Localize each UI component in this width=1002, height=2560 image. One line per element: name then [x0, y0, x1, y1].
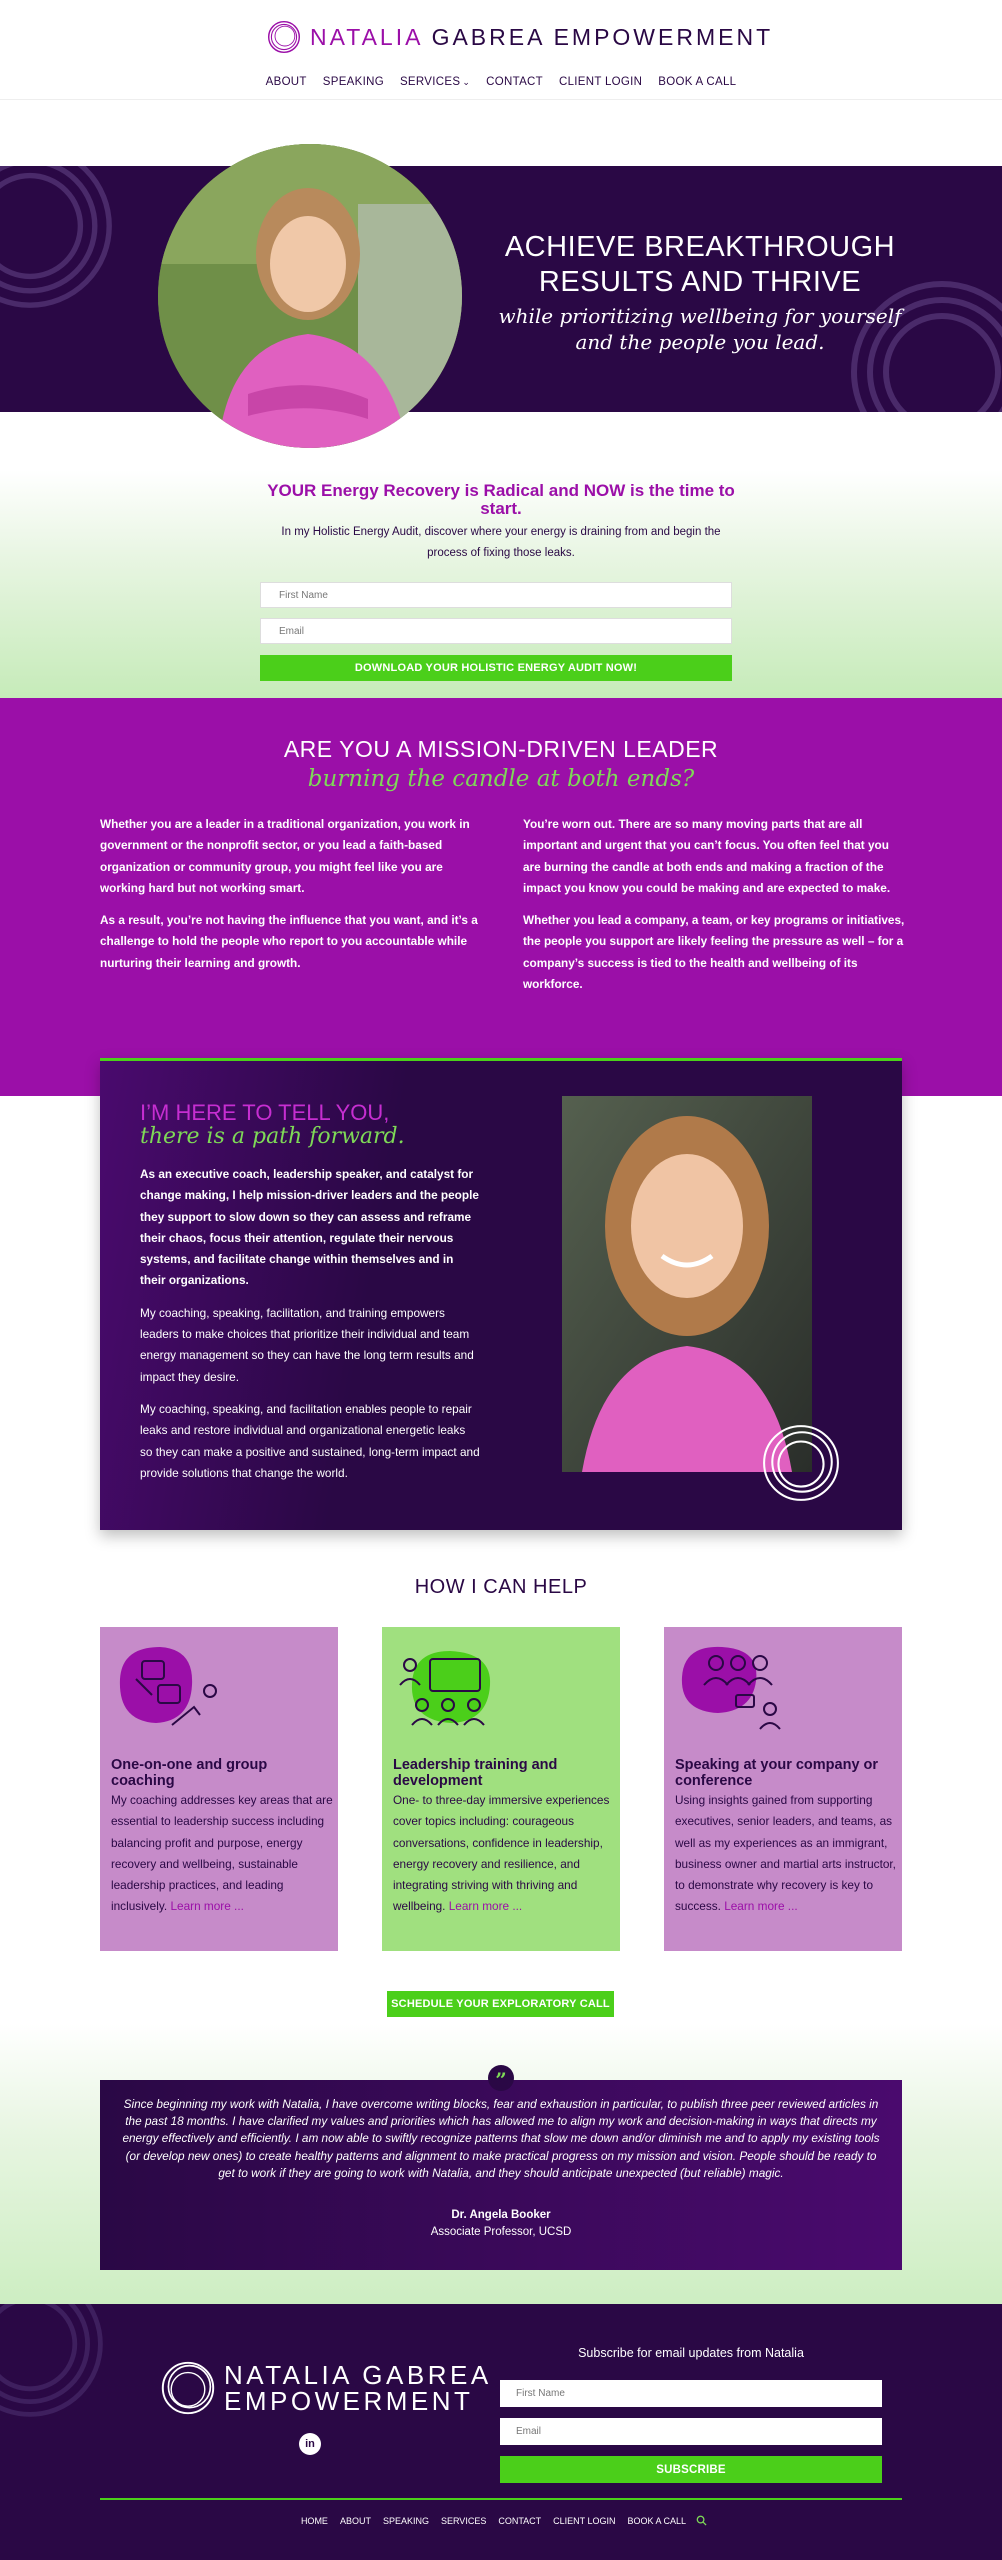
logo-circle-icon	[266, 19, 302, 55]
logo-part2: GABREA EMPOWERMENT	[431, 23, 774, 50]
footer-email-input[interactable]: Email	[500, 2418, 882, 2445]
nav-speaking[interactable]: SPEAKING	[322, 76, 384, 88]
mission-right-p1: You’re worn out. There are so many moving parts that are all important and urgent that you can’t focus. You often feel that you are burning the candle at both ends and making a fraction of the impact you know you could be making and are expected to make.	[523, 817, 891, 895]
mission-subtitle: burning the candle at both ends?	[307, 766, 695, 792]
main-nav	[0, 76, 1002, 88]
testimonial-author: Dr. Angela Booker	[451, 2209, 551, 2221]
logo-text	[310, 24, 773, 51]
email-input[interactable]: Email	[260, 618, 732, 644]
training-icon	[394, 1639, 504, 1739]
chevron-down-icon: ⌄	[462, 77, 471, 87]
portrait-image	[562, 1096, 812, 1472]
footer-nav-client-login[interactable]: CLIENT LOGIN	[553, 2515, 616, 2526]
nav-client-login[interactable]: CLIENT LOGIN	[558, 76, 643, 88]
footer-nav-services[interactable]: SERVICES	[440, 2515, 487, 2526]
footer-nav-book-a-call[interactable]: BOOK A CALL	[627, 2515, 687, 2526]
logo-circle-icon	[160, 2360, 216, 2416]
card-body: One- to three-day immersive experiences cover topics including: courageous conversations, confidence in leadership, energy recovery and resilience, and integrating striving with thriving and wellbeing.	[393, 1793, 610, 1914]
help-title: HOW I CAN HELP	[414, 1576, 588, 1598]
footer-logo-text	[224, 2362, 492, 2414]
learn-more-link[interactable]: Learn more ...	[170, 1899, 244, 1914]
mission-left-p2: As a result, you’re not having the influence that you want, and it’s a challenge to hold the people who report to you accountable while nurturing their learning and growth.	[100, 913, 478, 970]
learn-more-link[interactable]: Learn more ...	[724, 1899, 798, 1914]
about-portrait	[562, 1096, 812, 1472]
optin-title: YOUR Energy Recovery is Radical and NOW is the time to start.	[267, 481, 735, 518]
subscribe-title: Subscribe for email updates from Natalia	[578, 2346, 804, 2360]
card-title: Speaking at your company or conference	[675, 1757, 879, 1789]
card-body: My coaching addresses key areas that are essential to leadership success including balancing profit and purpose, energy recovery and wellbeing, sustainable leadership practices, and leading inclusively.	[111, 1793, 333, 1914]
about-subtitle: there is a path forward.	[140, 1124, 405, 1149]
testimonial-text: Since beginning my work with Natalia, I have overcome writing blocks, fear and exhaustion in particular, to publish three peer reviewed articles in the past 18 months. I have clarified my values and priorities which has allowed me to align my work and decision-making in ways that directs my energy effectively and efficiently. I am now able to swiftly recognize patterns that slow me down and/or diminish me and to apply my existing tools (or develop new ones) to create healthy patterns and alignment to make practical progress on my mission and vision. People should be ready to get to work if they are going to work with Natalia, and they should anticipate unexpected (but reliable) magic.	[122, 2097, 880, 2180]
card-title: Leadership training and development	[393, 1757, 558, 1789]
about-p3: My coaching, speaking, and facilitation enables people to repair leaks and restore individual and organizational energetic leaks so they can make a positive and sustained, long-term impact and provide solutions that change the world.	[140, 1401, 480, 1480]
nav-services[interactable]	[400, 76, 470, 88]
card-text	[111, 1790, 333, 1918]
mission-left-column	[100, 814, 482, 985]
linkedin-icon[interactable]: in	[299, 2433, 321, 2455]
card-body: Using insights gained from supporting executives, senior leaders, and teams, as well as my experiences as an immigrant, business owner and martial arts instructor, to demonstrate why recovery is key to success.	[675, 1793, 896, 1914]
footer-divider	[100, 2498, 902, 2500]
footer-first-name-input[interactable]: First Name	[500, 2380, 882, 2407]
speaking-icon	[676, 1639, 786, 1739]
footer-nav-home[interactable]: HOME	[300, 2515, 328, 2526]
swirl-decoration-icon	[0, 166, 120, 316]
mission-right-column	[523, 814, 905, 1006]
nav-book-a-call[interactable]: BOOK A CALL	[658, 76, 737, 88]
about-title: I’M HERE TO TELL YOU,	[140, 1100, 390, 1125]
footer-logo-line2: EMPOWERMENT	[224, 2386, 474, 2416]
optin-text: In my Holistic Energy Audit, discover where your energy is draining from and begin the process of fixing those leaks.	[281, 526, 721, 559]
card-title: One-on-one and group coaching	[111, 1757, 268, 1789]
quote-icon: ”	[488, 2065, 514, 2091]
mission-title: ARE YOU A MISSION-DRIVEN LEADER	[283, 736, 719, 762]
service-card-coaching[interactable]	[100, 1627, 338, 1951]
testimonial-role: Associate Professor, UCSD	[430, 2226, 572, 2238]
learn-more-link[interactable]: Learn more ...	[448, 1899, 523, 1914]
service-card-speaking[interactable]	[664, 1627, 902, 1951]
card-text	[393, 1790, 615, 1918]
about-p2: My coaching, speaking, facilitation, and training empowers leaders to make choices that prioritize their individual and team energy management so they can have the long term results and impact they desire.	[140, 1305, 474, 1384]
card-text	[675, 1790, 897, 1918]
logo-part1: NATALIA	[310, 23, 423, 50]
footer-logo[interactable]	[160, 2360, 492, 2416]
nav-services-label: SERVICES	[399, 76, 461, 88]
footer-nav-about[interactable]: ABOUT	[339, 2515, 371, 2526]
first-name-input[interactable]: First Name	[260, 582, 732, 608]
hero-subtitle: while prioritizing wellbeing for yourself and the people you lead.	[498, 304, 902, 354]
swirl-decoration-icon	[760, 1422, 842, 1504]
schedule-call-button[interactable]: SCHEDULE YOUR EXPLORATORY CALL	[387, 1991, 614, 2017]
about-text	[140, 1164, 480, 1495]
nav-about[interactable]: ABOUT	[265, 76, 307, 88]
hero-title: ACHIEVE BREAKTHROUGH RESULTS AND THRIVE	[504, 231, 896, 298]
footer-nav	[0, 2515, 1002, 2526]
site-header	[0, 0, 1002, 100]
footer-logo-line1: NATALIA GABREA	[224, 2360, 492, 2390]
coaching-icon	[112, 1639, 222, 1739]
download-audit-button[interactable]: DOWNLOAD YOUR HOLISTIC ENERGY AUDIT NOW!	[260, 655, 732, 681]
site-logo[interactable]	[266, 18, 773, 56]
swirl-decoration-icon	[0, 2304, 110, 2424]
about-p1: As an executive coach, leadership speaker, and catalyst for change making, I help mission-driver leaders and the people they support to slow down so they can assess and reframe their chaos, focus their attention, regulate their nervous systems, and facilitate change within themselves and in their organizations.	[140, 1167, 479, 1288]
hero-portrait	[158, 144, 462, 448]
footer-nav-speaking[interactable]: SPEAKING	[382, 2515, 429, 2526]
search-icon[interactable]	[696, 2515, 707, 2526]
mission-right-p2: Whether you lead a company, a team, or key programs or initiatives, the people you support are likely feeling the pressure as well – for a company’s success is tied to the health and wellbeing of its workforce.	[523, 913, 905, 992]
nav-contact[interactable]: CONTACT	[486, 76, 543, 88]
subscribe-button[interactable]: SUBSCRIBE	[500, 2456, 882, 2483]
service-card-training[interactable]	[382, 1627, 620, 1951]
footer-nav-contact[interactable]: CONTACT	[498, 2515, 542, 2526]
portrait-image	[158, 144, 462, 448]
mission-left-p1: Whether you are a leader in a traditional organization, you work in government or the nonprofit sector, or you lead a faith-based organization or community group, you might feel like you are working hard but not working smart.	[100, 817, 470, 895]
